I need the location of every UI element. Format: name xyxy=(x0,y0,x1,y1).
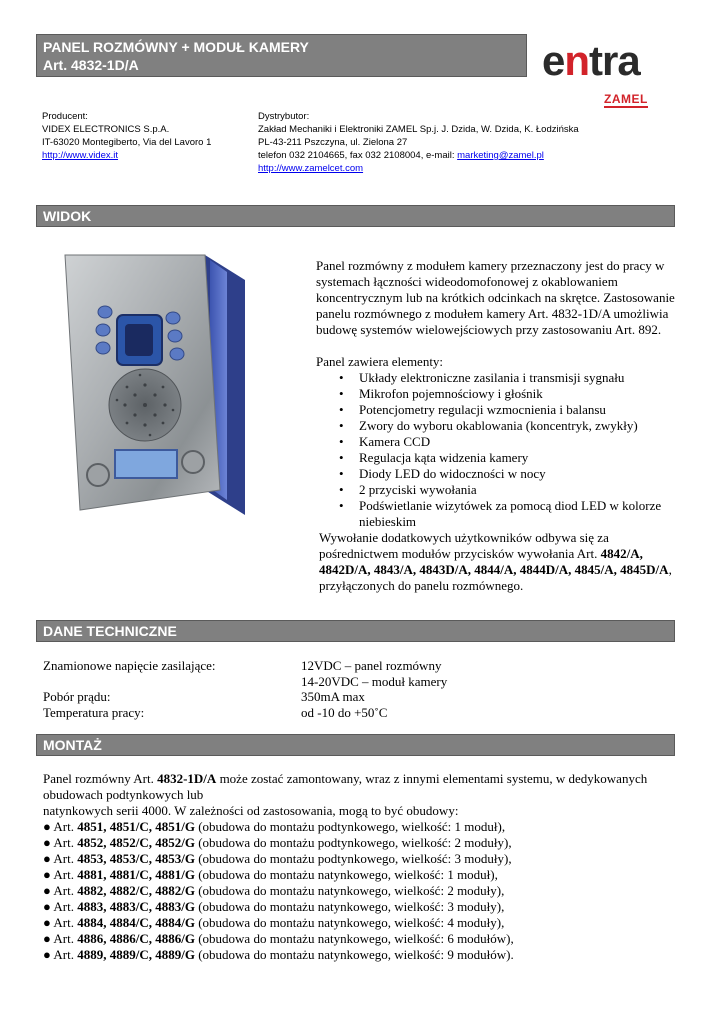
list-item: • Mikrofon pojemnościowy i głośnik xyxy=(359,386,676,402)
distributor-address: PL-43-211 Pszczyna, ul. Zielona 27 xyxy=(258,137,408,148)
list-item: ● Art. 4883, 4883/C, 4883/G (obudowa do montażu natynkowego, wielkość: 3 moduły), xyxy=(43,899,505,914)
zamel-logo: ZAMEL xyxy=(604,92,648,106)
intercom-panel-image xyxy=(55,250,255,520)
list-item: ● Art. 4882, 4882/C, 4882/G (obudowa do montażu natynkowego, wielkość: 2 moduły), xyxy=(43,883,505,898)
producer-address: IT-63020 Montegiberto, Via del Lavoro 1 xyxy=(42,137,212,148)
list-item: • Zwory do wyboru okablowania (koncentryk, zwykły) xyxy=(359,418,676,434)
list-item: • Układy elektroniczne zasilania i transmisji sygnału xyxy=(359,370,676,386)
list-item: ● Art. 4853, 4853/C, 4853/G (obudowa do montażu podtynkowego, wielkość: 3 moduły), xyxy=(43,851,512,866)
list-item: • Kamera CCD xyxy=(359,434,676,450)
voltage-value-1: 12VDC – panel rozmówny xyxy=(301,658,442,673)
title-line-1: PANEL ROZMÓWNY + MODUŁ KAMERY xyxy=(43,39,309,55)
elements-list xyxy=(316,370,676,530)
extra-users-text: Wywołanie dodatkowych użytkowników odbywa się za pośrednictwem modułów przycisków wywołania Art. 4842/A, 4842D/A, 4843/A, 4843D/A, 4844/A, 4844D/A, 4845/A, 4845D/A, przyłączonych do panelu rozmównego. xyxy=(319,530,672,593)
distributor-email-link[interactable]: marketing@zamel.pl xyxy=(457,150,544,161)
list-item: ● Art. 4889, 4889/C, 4889/G (obudowa do montażu natynkowego, wielkość: 9 modułów). xyxy=(43,947,514,962)
list-item: • Podświetlanie wizytówek za pomocą diod LED w kolorze niebieskim xyxy=(359,498,676,530)
distributor-url-link[interactable]: http://www.zamelcet.com xyxy=(258,163,364,174)
producer-label: Producent: xyxy=(42,111,88,122)
distributor-contact: telefon 032 2104665, fax 032 2108004, e-mail: marketing@zamel.pl xyxy=(258,150,544,161)
temperature-value: od -10 do +50˚C xyxy=(301,705,388,720)
list-item: ● Art. 4852, 4852/C, 4852/G (obudowa do montażu podtynkowego, wielkość: 2 moduły), xyxy=(43,835,512,850)
description-intro: Panel rozmówny z modułem kamery przeznaczony jest do pracy w systemach łączności wideodomofonowej z okablowaniem koncentrycznym lub na krótkich odcinkach na skrętce. Zastosowanie panelu rozmównego z modułem kamery Art. 4832-1D/A umożliwia budowę systemów wielowejściowych przy zastosowaniu Art. 892. xyxy=(316,258,675,337)
current-value: 350mA max xyxy=(301,689,365,704)
elements-label: Panel zawiera elementy: xyxy=(316,354,444,369)
distributor-label: Dystrybutor: xyxy=(258,111,310,122)
distributor-name: Zakład Mechaniki i Elektroniki ZAMEL Sp.j. J. Dzida, W. Dzida, K. Łodzińska xyxy=(258,124,579,135)
mounting-block xyxy=(43,771,683,963)
list-item: ● Art. 4884, 4884/C, 4884/G (obudowa do montażu natynkowego, wielkość: 4 moduły), xyxy=(43,915,505,930)
voltage-label: Znamionowe napięcie zasilające: xyxy=(43,658,216,673)
document-title xyxy=(36,34,527,77)
list-item: ● Art. 4881, 4881/C, 4881/G (obudowa do montażu natynkowego, wielkość: 1 moduł), xyxy=(43,867,498,882)
list-item: • Potencjometry regulacji wzmocnienia i balansu xyxy=(359,402,676,418)
producer-block xyxy=(42,110,252,162)
list-item: • Diody LED do widoczności w nocy xyxy=(359,466,676,482)
producer-name: VIDEX ELECTRONICS S.p.A. xyxy=(42,124,170,135)
title-line-2: Art. 4832-1D/A xyxy=(43,57,139,73)
temperature-label: Temperatura pracy: xyxy=(43,705,145,720)
mounting-intro-2: natynkowych serii 4000. W zależności od zastosowania, mogą to być obudowy: xyxy=(43,803,459,818)
list-item: • 2 przyciski wywołania xyxy=(359,482,676,498)
entra-logo: entra xyxy=(542,37,640,84)
section-montaz: MONTAŻ xyxy=(36,734,675,756)
mounting-intro: Panel rozmówny Art. 4832-1D/A może zostać zamontowany, wraz z innymi elementami systemu, w dedykowanych obudowach podtynkowych lub xyxy=(43,771,648,802)
description-block xyxy=(316,258,676,594)
current-label: Pobór prądu: xyxy=(43,689,111,704)
list-item: ● Art. 4886, 4886/C, 4886/G (obudowa do montażu natynkowego, wielkość: 6 modułów), xyxy=(43,931,514,946)
section-dane-techniczne: DANE TECHNICZNE xyxy=(36,620,675,642)
list-item: ● Art. 4851, 4851/C, 4851/G (obudowa do montażu podtynkowego, wielkość: 1 moduł), xyxy=(43,819,506,834)
producer-url-link[interactable]: http://www.videx.it xyxy=(42,150,119,161)
list-item: • Regulacja kąta widzenia kamery xyxy=(359,450,676,466)
distributor-block xyxy=(258,110,678,175)
section-widok: WIDOK xyxy=(36,205,675,227)
voltage-value-2: 14-20VDC – moduł kamery xyxy=(301,674,448,689)
